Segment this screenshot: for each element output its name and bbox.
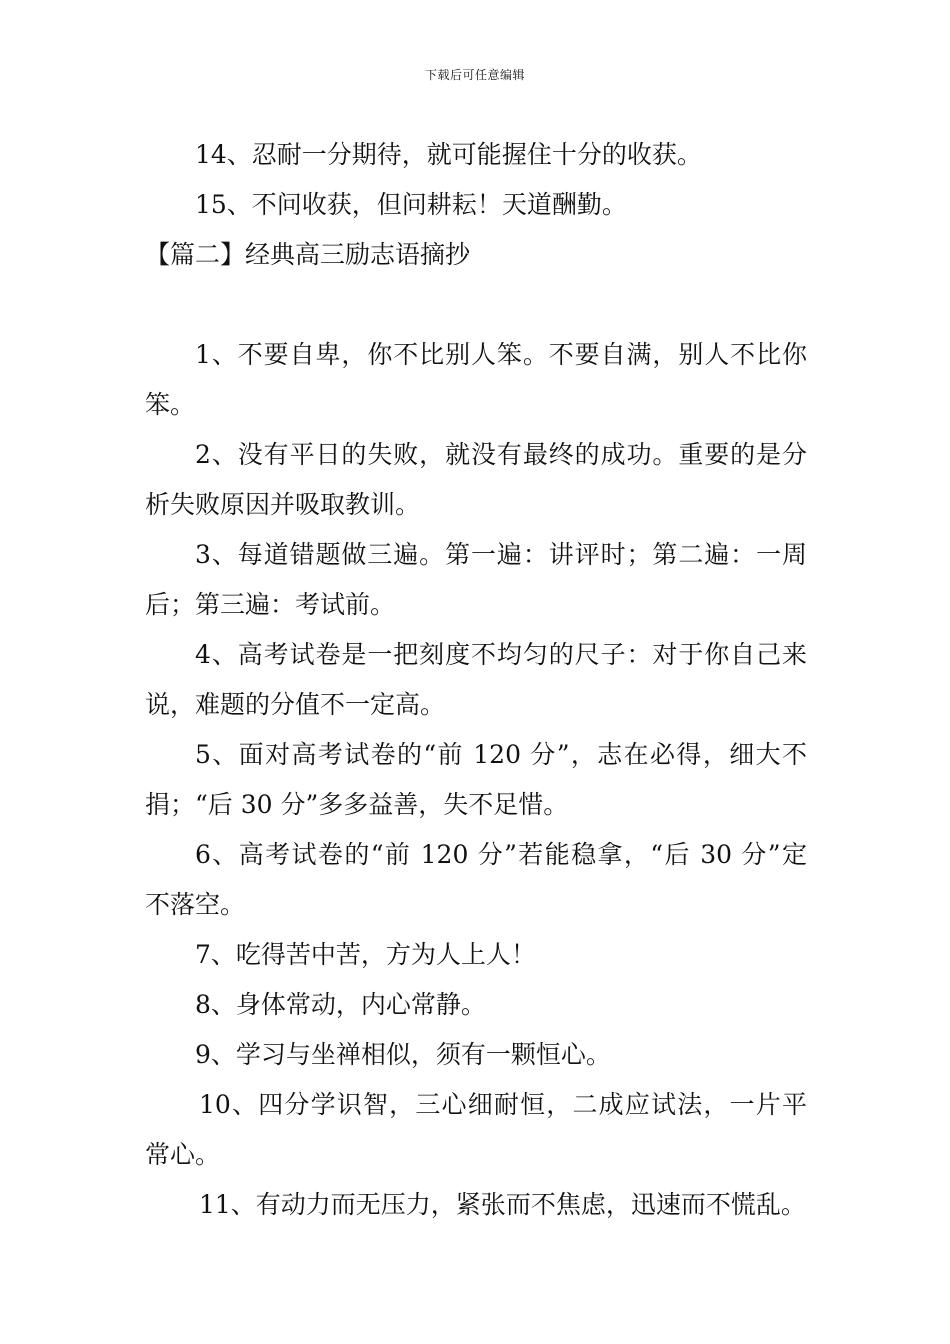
paragraph-item-4-line1: 4、高考试卷是一把刻度不均匀的尺子：对于你自己来 bbox=[195, 640, 807, 669]
paragraph-item-5-line2: 捐；“后 30 分”多多益善，失不足惜。 bbox=[145, 790, 569, 819]
paragraph-item-1-line2: 笨。 bbox=[145, 390, 196, 419]
paragraph-item-15: 15、不问收获，但问耕耘！天道酬勤。 bbox=[195, 190, 627, 219]
section-heading: 【篇二】经典高三励志语摘抄 bbox=[145, 240, 471, 269]
paragraph-item-3-line1: 3、每道错题做三遍。第一遍：讲评时；第二遍：一周 bbox=[195, 540, 807, 569]
paragraph-item-7: 7、吃得苦中苦，方为人上人！ bbox=[195, 940, 536, 969]
paragraph-item-3-line2: 后；第三遍：考试前。 bbox=[145, 590, 396, 619]
paragraph-item-10-line2: 常心。 bbox=[145, 1140, 221, 1169]
paragraph-item-8: 8、身体常动，内心常静。 bbox=[195, 990, 486, 1019]
paragraph-item-4-line2: 说，难题的分值不一定高。 bbox=[145, 690, 446, 719]
paragraph-item-6-line2: 不落空。 bbox=[145, 890, 246, 919]
header-note: 下载后可任意编辑 bbox=[424, 68, 525, 82]
paragraph-item-2-line2: 析失败原因并吸取教训。 bbox=[145, 490, 421, 519]
paragraph-item-10-line1: 10、四分学识智，三心细耐恒，二成应试法，一片平 bbox=[199, 1090, 807, 1119]
paragraph-item-14: 14、忍耐一分期待，就可能握住十分的收获。 bbox=[195, 140, 702, 169]
paragraph-item-5-line1: 5、面对高考试卷的“前 120 分”，志在必得，细大不 bbox=[195, 740, 807, 769]
paragraph-item-1-line1: 1、不要自卑，你不比别人笨。不要自满，别人不比你 bbox=[195, 340, 807, 369]
document-body bbox=[145, 130, 807, 1230]
paragraph-item-2-line1: 2、没有平日的失败，就没有最终的成功。重要的是分 bbox=[195, 440, 807, 469]
blank-line bbox=[145, 280, 807, 330]
paragraph-item-11: 11、有动力而无压力，紧张而不焦虑，迅速而不慌乱。 bbox=[199, 1190, 806, 1219]
paragraph-item-6-line1: 6、高考试卷的“前 120 分”若能稳拿，“后 30 分”定 bbox=[195, 840, 807, 869]
paragraph-item-9: 9、学习与坐禅相似，须有一颗恒心。 bbox=[195, 1040, 611, 1069]
